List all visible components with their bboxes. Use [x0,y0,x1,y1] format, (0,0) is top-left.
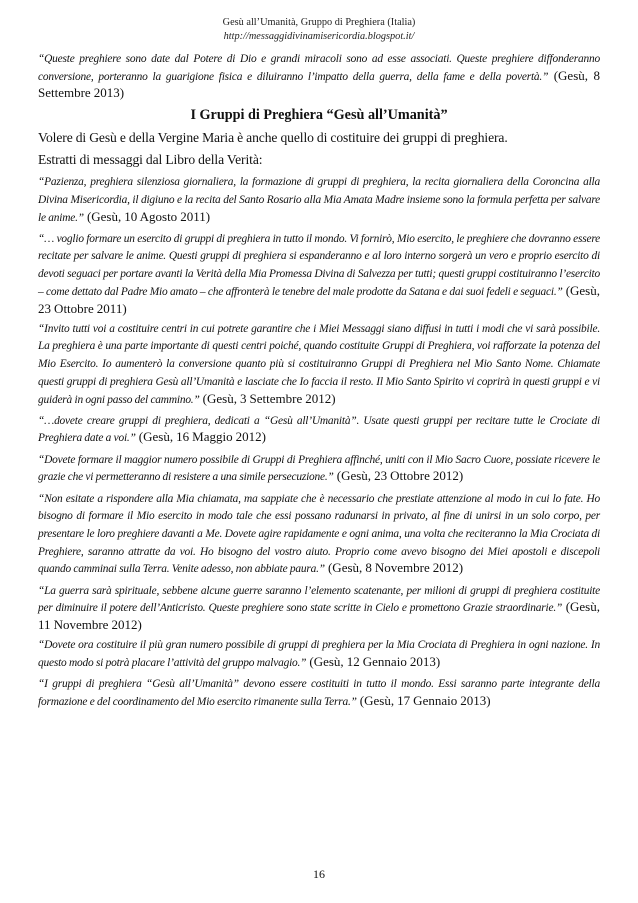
quote-paragraph [38,675,600,710]
page-content [38,50,600,711]
quote-source: (Gesù, 10 Agosto 2011) [83,208,211,224]
quote-source: (Gesù, 12 Gennaio 2013) [306,653,441,669]
quote-paragraph [38,490,600,579]
quote-paragraph [38,173,600,226]
intro-quote: “Queste preghiere sono date dal Potere di Dio e grandi miracoli sono ad esse associati. Queste preghiere diffonderanno conversione, porteranno la guarigione fisica e diluiranno l’impatto della guerra, della fame e della povertà.” [38,53,600,83]
quote-source: (Gesù, 8 Novembre 2012) [324,560,464,576]
page-header [38,0,600,43]
quote-source: (Gesù, 11 Novembre 2012) [38,599,600,632]
quote-text: “Pazienza, preghiera silenziosa giornaliera, la formazione di gruppi di preghiera, la recita giornaliera della Coroncina alla Divina Misericordia, il digiuno e la recita del Santo Rosario alla Mia Amata Madre insieme sono la formula perfetta per salvare le anime.” [38,176,600,224]
quote-text: “Dovete ora costituire il più gran numero possibile di gruppi di preghiera per la Mia Crociata di Preghiera in ogni nazione. In questo modo si potrà placare l’attività del gruppo malvagio.” [38,639,600,669]
lead-paragraph-1: Volere di Gesù e della Vergine Maria è anche quello di costituire dei gruppi di preghiera. [38,130,508,146]
quote-source: (Gesù, 16 Maggio 2012) [135,429,266,445]
header-title: Gesù all’Umanità, Gruppo di Preghiera (Italia) [222,17,416,28]
page-number: 16 [313,867,325,881]
section-heading: I Gruppi di Preghiera “Gesù all’Umanità” [190,107,448,124]
header-url[interactable]: http://messaggidivinamisericordia.blogspot.it/ [223,30,415,42]
quote-text: “Non esitate a rispondere alla Mia chiamata, ma sappiate che è necessario che prestiate attenzione al modo in cui lo fate. Ho bisogno di formare il Mio esercito in modo tale che essi possano radunarsi in privato, al fine di unirsi in un solo corpo, per presentare le loro preghiere davanti a Me. Dovete agire rapidamente e ogni anima, una volta che reciteranno la Mia Crociata di Preghiere, saranno attratte da voi. Ho bisogno del vostro aiuto. Proprio come avevo bisogno dei Miei apostoli e discepoli quando camminai sulla Terra. Venite adesso, non abbiate paura.” [38,492,600,576]
quote-text: “…dovete creare gruppi di preghiera, dedicati a “Gesù all’Umanità”. Usate questi gruppi per recitare tutte le Crociate di Preghiera date a voi.” [38,414,600,445]
quote-source: (Gesù, 17 Gennaio 2013) [356,692,491,708]
lead-paragraph-2: Estratti di messaggi dal Libro della Verità: [38,152,263,168]
quote-text: “I gruppi di preghiera “Gesù all’Umanità” devono essere costituiti in tutto il mondo. Essi saranno parte integrante della formazione e del coordinamento del Mio esercito rimanente sulla Terra.” [38,678,600,708]
quote-paragraph [38,320,600,409]
quote-source: (Gesù, 23 Ottobre 2012) [333,468,464,484]
quote-source: (Gesù, 3 Settembre 2012) [199,390,336,406]
quote-paragraph [38,230,600,317]
intro-paragraph [38,50,600,101]
quote-source: (Gesù, 23 Ottobre 2011) [38,282,600,316]
quote-text: “La guerra sarà spirituale, sebbene alcune guerre saranno l’elemento scatenante, per milioni di gruppi di preghiera costituite per diminuire il potere dell’Anticristo. Queste preghiere sono state scritte in Cielo e promettono Grazie straordinarie.” [38,584,600,615]
quote-text: “Invito tutti voi a costituire centri in cui potrete garantire che i Miei Messaggi siano diffusi in tutti i modi che vi sarà possibile. La preghiera è una parte importante di questi centri poiché, quando costituite Gruppi di Preghiera, voi rafforzate la potenza del Mio Esercito. Io aumenterò la conversione quanto più si costituiranno Gruppi di Preghiera nel Mio Santo Nome. Chiamate questi gruppi di preghiera Gesù all’Umanità e lasciate che Io faccia il resto. Il Mio Santo Spirito vi coprirà in questi gruppi e vi guiderà in ogni passo del cammino.” [38,322,600,406]
quote-paragraph [38,451,600,486]
quote-paragraph [38,636,600,671]
quote-paragraph [38,412,600,447]
intro-source: (Gesù, 8 Settembre 2013) [38,67,600,101]
quote-text: “Dovete formare il maggior numero possibile di Gruppi di Preghiera affinché, uniti con il Mio Sacro Cuore, possiate ricevere le grazie che vi permetteranno di resistere a una simile persecuzione.” [38,453,600,484]
quote-text: “… voglio formare un esercito di gruppi di preghiera in tutto il mondo. Vi fornirò, Mio esercito, le preghiere che dovranno essere recitate per salvare le anime. Questi gruppi di preghiera si espanderanno e al loro interno sorgerà un vero e proprio esercito di devoti seguaci per portare avanti la Verità della Mia Promessa Divina di Salvezza per tutti; questi gruppi costituiranno l’esercito – come dettato dal Padre Mio amato – che affronterà le tenebre del male prodotte da Satana e dai suoi fedeli e seguaci.” [38,232,600,298]
quote-paragraph [38,582,600,633]
